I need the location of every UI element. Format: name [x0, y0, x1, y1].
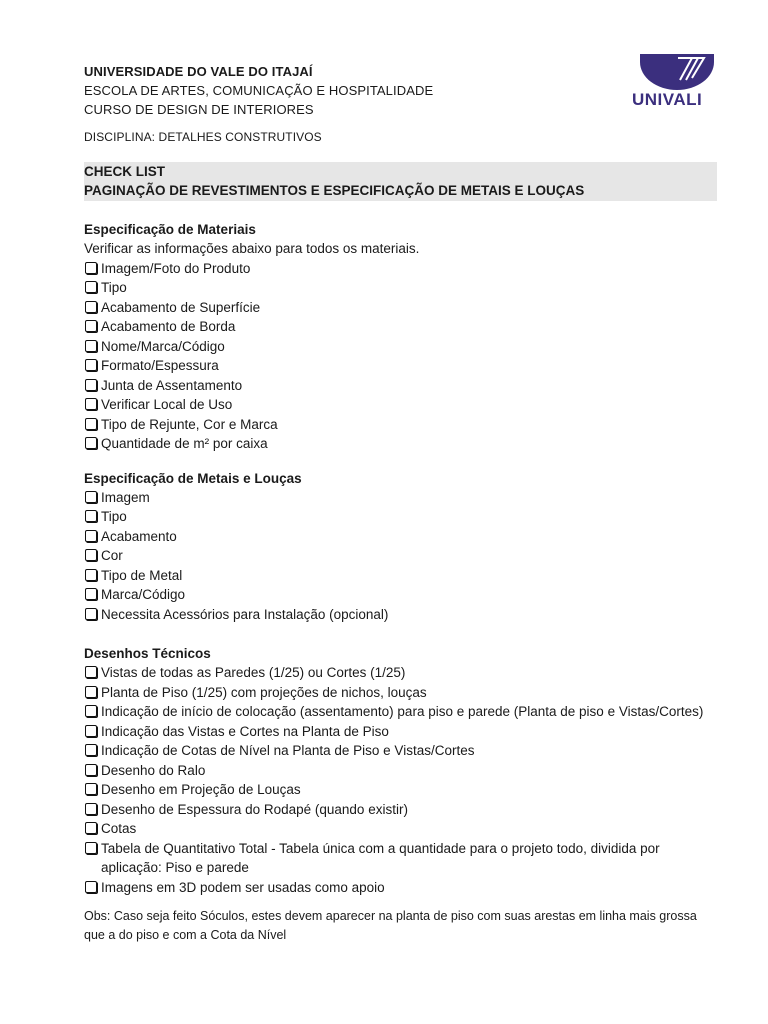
checklist-item — [84, 683, 714, 703]
checkbox[interactable] — [85, 418, 97, 430]
checklist-item — [84, 434, 714, 454]
item-label: Vistas de todas as Paredes (1/25) ou Cortes (1/25) — [101, 665, 406, 680]
item-label: Necessita Acessórios para Instalação (opcional) — [101, 606, 389, 622]
item-label: Tipo — [101, 280, 127, 295]
checklist-item — [84, 356, 714, 376]
item-label: Cor — [101, 548, 123, 563]
banner-line-1: CHECK LIST — [84, 164, 165, 179]
checkbox[interactable] — [85, 320, 97, 332]
item-label: Tipo de Rejunte, Cor e Marca — [101, 416, 278, 432]
checklist-item — [84, 415, 714, 435]
checkbox[interactable] — [85, 281, 97, 293]
checklist-item — [84, 800, 714, 820]
checklist-item — [84, 605, 714, 625]
checklist-banner — [84, 162, 717, 201]
checklist-item — [84, 761, 714, 781]
checklist-item — [84, 663, 714, 683]
checklist-item — [84, 376, 714, 396]
logo-emblem-icon — [632, 52, 722, 90]
checkbox[interactable] — [85, 686, 97, 698]
checkbox[interactable] — [85, 301, 97, 313]
checkbox[interactable] — [85, 491, 97, 503]
checklist-item — [84, 741, 714, 761]
school-name: ESCOLA DE ARTES, COMUNICAÇÃO E HOSPITALIDADE — [84, 83, 434, 98]
checkbox[interactable] — [85, 588, 97, 600]
section-intro: Verificar as informações abaixo para todos os materiais. — [84, 241, 420, 256]
checkbox[interactable] — [85, 803, 97, 815]
checkbox[interactable] — [85, 666, 97, 678]
spacer — [84, 624, 714, 644]
checkbox[interactable] — [85, 549, 97, 561]
checklist-item — [84, 780, 714, 800]
section-technical-drawings — [84, 644, 714, 897]
discipline-name: DISCIPLINA: DETALHES CONSTRUTIVOS — [84, 130, 322, 144]
checklist-content — [84, 220, 714, 945]
checklist-item — [84, 488, 714, 508]
item-label: Cotas — [101, 821, 137, 836]
checklist-item — [84, 527, 714, 547]
checkbox[interactable] — [85, 705, 97, 717]
checkbox[interactable] — [85, 340, 97, 352]
item-label: Planta de Piso (1/25) com projeções de nichos, louças — [101, 684, 427, 700]
university-name: UNIVERSIDADE DO VALE DO ITAJAÍ — [84, 64, 313, 79]
checkbox[interactable] — [85, 510, 97, 522]
checkbox[interactable] — [85, 744, 97, 756]
checkbox[interactable] — [85, 783, 97, 795]
checkbox[interactable] — [85, 379, 97, 391]
item-label: Desenho do Ralo — [101, 762, 206, 778]
item-label: Junta de Assentamento — [101, 377, 243, 393]
item-label: Tabela de Quantitativo Total - Tabela única com a quantidade para o projeto todo, dividida por aplicação: Piso e parede — [101, 840, 660, 875]
item-label: Quantidade de m² por caixa — [101, 436, 268, 451]
institution-header — [84, 62, 564, 147]
section-title: Especificação de Materiais — [84, 222, 256, 237]
checkbox[interactable] — [85, 822, 97, 834]
section-metals — [84, 469, 714, 625]
checkbox[interactable] — [85, 359, 97, 371]
checklist-item — [84, 702, 714, 722]
checklist-item — [84, 259, 714, 279]
materials-checklist — [84, 259, 714, 454]
checklist-item — [84, 566, 714, 586]
item-label: Desenho de Espessura do Rodapé (quando existir) — [101, 801, 408, 817]
section-title: Desenhos Técnicos — [84, 646, 211, 661]
course-name: CURSO DE DESIGN DE INTERIORES — [84, 102, 314, 117]
checkbox[interactable] — [85, 881, 97, 893]
section-title: Especificação de Metais e Louças — [84, 470, 302, 486]
checkbox[interactable] — [85, 262, 97, 274]
item-label: Indicação das Vistas e Cortes na Planta de Piso — [101, 723, 389, 739]
checkbox[interactable] — [85, 842, 97, 854]
checklist-item — [84, 298, 714, 318]
checkbox[interactable] — [85, 437, 97, 449]
item-label: Imagem — [101, 489, 150, 505]
checklist-item — [84, 395, 714, 415]
item-label: Verificar Local de Uso — [101, 397, 233, 412]
checkbox[interactable] — [85, 398, 97, 410]
checklist-item — [84, 337, 714, 357]
logo-text: UNIVALI — [632, 90, 703, 109]
checklist-item — [84, 819, 714, 839]
item-label: Acabamento de Superfície — [101, 299, 261, 315]
checklist-item — [84, 878, 714, 898]
drawings-checklist — [84, 663, 714, 897]
item-label: Tipo — [101, 509, 127, 524]
checklist-item — [84, 722, 714, 742]
checkbox[interactable] — [85, 569, 97, 581]
checklist-item — [84, 507, 714, 527]
checkbox[interactable] — [85, 530, 97, 542]
item-label: Indicação de Cotas de Nível na Planta de Piso e Vistas/Cortes — [101, 743, 475, 758]
checkbox[interactable] — [85, 764, 97, 776]
item-label: Imagens em 3D podem ser usadas como apoio — [101, 879, 385, 895]
univali-logo — [632, 52, 722, 110]
item-label: Imagem/Foto do Produto — [101, 260, 251, 276]
item-label: Marca/Código — [101, 587, 186, 602]
metals-checklist — [84, 488, 714, 625]
item-label: Acabamento — [101, 528, 177, 544]
checklist-item — [84, 839, 714, 878]
item-label: Indicação de início de colocação (assentamento) para piso e parede (Planta de piso e Vistas/Cortes) — [101, 704, 704, 719]
checklist-item — [84, 546, 714, 566]
section-materials — [84, 220, 714, 454]
observation-note: Obs: Caso seja feito Sóculos, estes devem aparecer na planta de piso com suas arestas em linha mais grossa que a do piso e com a Cota da Nível — [84, 909, 697, 942]
item-label: Acabamento de Borda — [101, 319, 236, 334]
item-label: Tipo de Metal — [101, 567, 183, 583]
item-label: Desenho em Projeção de Louças — [101, 782, 301, 797]
checklist-item — [84, 585, 714, 605]
checklist-item — [84, 278, 714, 298]
spacer — [84, 454, 714, 469]
checkbox[interactable] — [85, 608, 97, 620]
item-label: Nome/Marca/Código — [101, 338, 225, 354]
banner-line-2: PAGINAÇÃO DE REVESTIMENTOS E ESPECIFICAÇÃO DE METAIS E LOUÇAS — [84, 183, 585, 198]
checkbox[interactable] — [85, 725, 97, 737]
item-label: Formato/Espessura — [101, 358, 219, 373]
checklist-item — [84, 317, 714, 337]
